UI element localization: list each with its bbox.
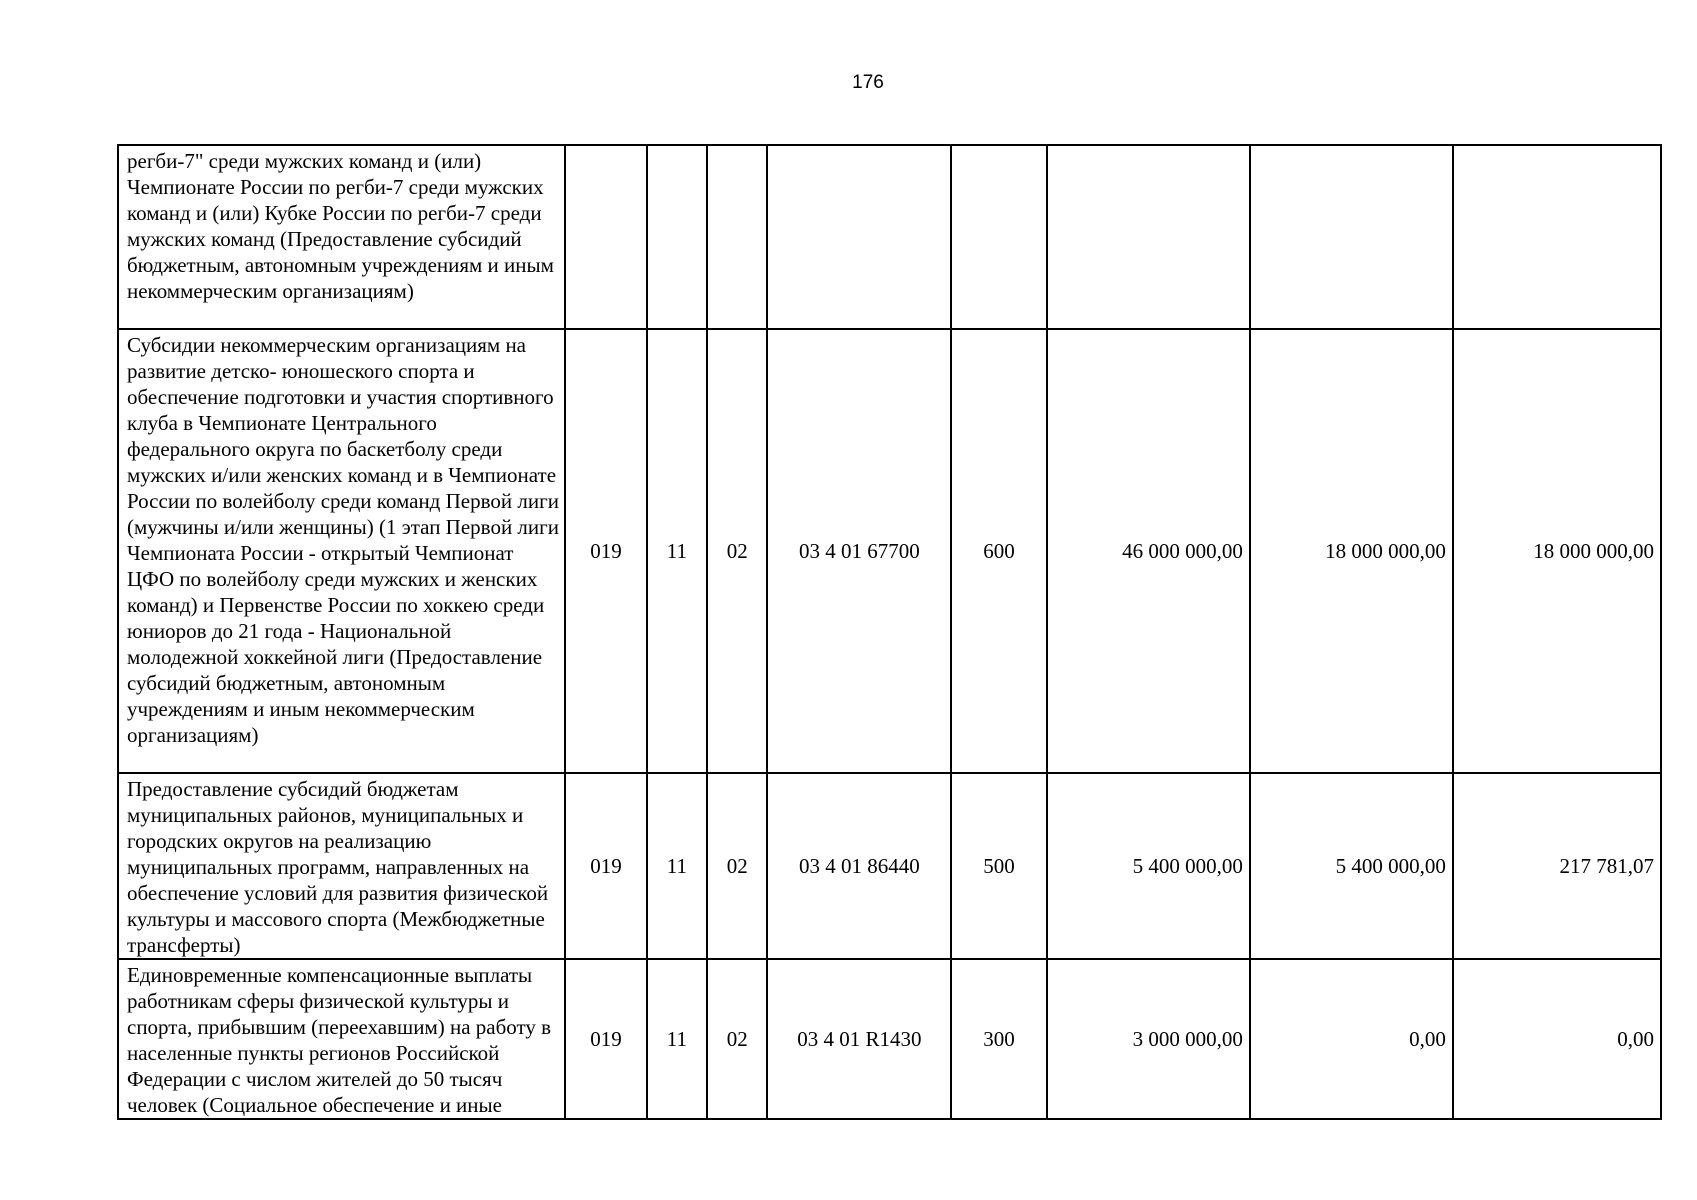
- row-description: Единовременные компенсационные выплаты работникам сферы физической культуры и спорта, прибывшим (переехавшим) на работу в населенные пункты регионов Российской Федерации с числом жителей до 50 тысяч человек (Социальное обеспечение и иные: [118, 959, 565, 1119]
- amount-3: 18 000 000,00: [1453, 329, 1661, 773]
- ministry-code: 019: [565, 959, 646, 1119]
- amount-2: 0,00: [1250, 959, 1453, 1119]
- target-article-code: [767, 145, 951, 329]
- ministry-code: [565, 145, 646, 329]
- amount-2: [1250, 145, 1453, 329]
- budget-table: [117, 144, 1662, 1120]
- amount-3: 0,00: [1453, 959, 1661, 1119]
- row-description: Предоставление субсидий бюджетам муниципальных районов, муниципальных и городских округов на реализацию муниципальных программ, направленных на обеспечение условий для развития физической культуры и массового спорта (Межбюджетные трансферты): [118, 773, 565, 959]
- section-code: 11: [647, 773, 707, 959]
- target-article-code: 03 4 01 86440: [767, 773, 951, 959]
- section-code: [647, 145, 707, 329]
- amount-2: 18 000 000,00: [1250, 329, 1453, 773]
- amount-1: 46 000 000,00: [1047, 329, 1250, 773]
- amount-2: 5 400 000,00: [1250, 773, 1453, 959]
- amount-1: 5 400 000,00: [1047, 773, 1250, 959]
- subsection-code: [707, 145, 767, 329]
- amount-3: [1453, 145, 1661, 329]
- expense-type-code: 600: [951, 329, 1046, 773]
- section-code: 11: [647, 329, 707, 773]
- section-code: 11: [647, 959, 707, 1119]
- expense-type-code: [951, 145, 1046, 329]
- table-row: [118, 145, 1661, 329]
- subsection-code: 02: [707, 329, 767, 773]
- amount-1: [1047, 145, 1250, 329]
- table-row: [118, 959, 1661, 1119]
- page-number: 176: [852, 72, 884, 93]
- subsection-code: 02: [707, 959, 767, 1119]
- ministry-code: 019: [565, 773, 646, 959]
- expense-type-code: 300: [951, 959, 1046, 1119]
- table-row: [118, 773, 1661, 959]
- target-article-code: 03 4 01 67700: [767, 329, 951, 773]
- amount-3: 217 781,07: [1453, 773, 1661, 959]
- ministry-code: 019: [565, 329, 646, 773]
- table-row: [118, 329, 1661, 773]
- target-article-code: 03 4 01 R1430: [767, 959, 951, 1119]
- expense-type-code: 500: [951, 773, 1046, 959]
- row-description: Субсидии некоммерческим организациям на развитие детско- юношеского спорта и обеспечение подготовки и участия спортивного клуба в Чемпионате Центрального федерального округа по баскетболу среди мужских и/или женских команд и в Чемпионате России по волейболу среди команд Первой лиги (мужчины и/или женщины) (1 этап Первой лиги Чемпионата России - открытый Чемпионат ЦФО по волейболу среди мужских и женских команд) и Первенстве России по хоккею среди юниоров до 21 года - Национальной молодежной хоккейной лиги (Предоставление субсидий бюджетным, автономным учреждениям и иным некоммерческим организациям): [118, 329, 565, 773]
- row-description: регби-7" среди мужских команд и (или) Чемпионате России по регби-7 среди мужских команд и (или) Кубке России по регби-7 среди мужских команд (Предоставление субсидий бюджетным, автономным учреждениям и иным некоммерческим организациям): [118, 145, 565, 329]
- subsection-code: 02: [707, 773, 767, 959]
- amount-1: 3 000 000,00: [1047, 959, 1250, 1119]
